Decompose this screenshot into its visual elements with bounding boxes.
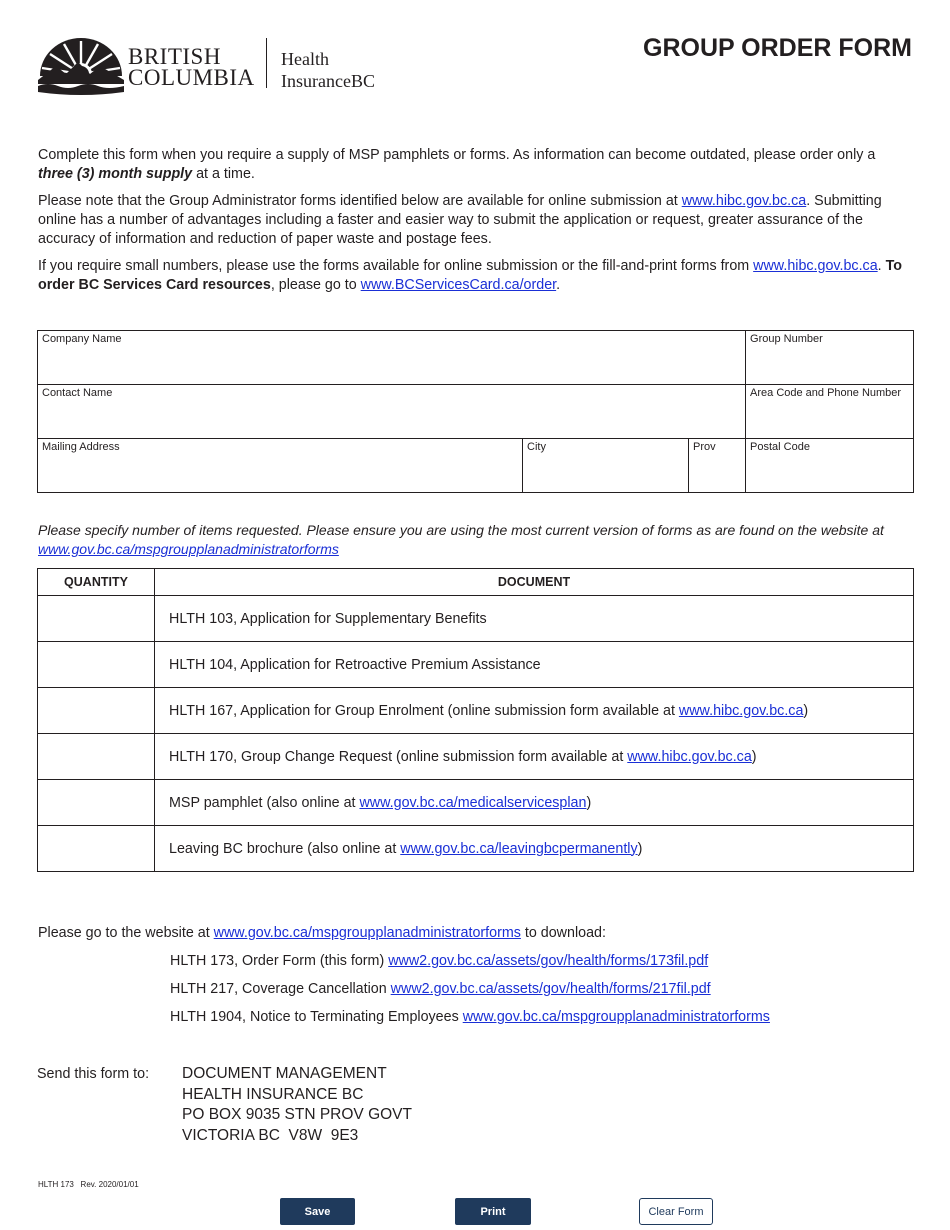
company-name-field[interactable] <box>38 331 746 385</box>
phone-field[interactable] <box>746 385 914 439</box>
intro-paragraph-3 <box>38 257 914 295</box>
company-name-label: Company Name <box>42 333 122 345</box>
document-column-header: DOCUMENT <box>155 569 914 596</box>
intro-p3-sep: . <box>877 258 886 274</box>
order-items-table <box>37 568 914 872</box>
list-item <box>170 980 770 1008</box>
postal-code-label: Postal Code <box>750 441 810 453</box>
download-link[interactable]: www.gov.bc.ca/mspgroupplanadministratorforms <box>462 1009 770 1025</box>
table-row <box>38 596 914 642</box>
quantity-input[interactable] <box>38 826 155 872</box>
table-row <box>38 688 914 734</box>
quantity-input[interactable] <box>38 780 155 826</box>
document-text: Leaving BC brochure (also online at <box>169 840 401 857</box>
downloads-forms-link[interactable]: www.gov.bc.ca/mspgroupplanadministratorforms <box>213 925 521 941</box>
address-line-1: DOCUMENT MANAGEMENT <box>182 1065 387 1082</box>
quantity-input[interactable] <box>38 734 155 780</box>
download-link[interactable]: www2.gov.bc.ca/assets/gov/health/forms/173fil.pdf <box>388 953 709 969</box>
clear-form-button[interactable]: Clear Form <box>639 1198 713 1225</box>
prov-field[interactable] <box>689 439 746 493</box>
mailing-address-field[interactable] <box>38 439 523 493</box>
document-cell <box>155 596 914 642</box>
bc-sun-logo <box>38 36 124 96</box>
logo-line-1: BRITISH <box>128 44 221 69</box>
document-text: HLTH 167, Application for Group Enrolment (online submission form available at <box>169 702 679 719</box>
contact-name-label: Contact Name <box>42 387 113 399</box>
document-text-end: ) <box>637 840 643 857</box>
bc-services-card-link[interactable]: www.BCServicesCard.ca/order <box>360 277 557 293</box>
intro-p3-text: If you require small numbers, please use the forms available for online submission or the fill-and-print forms from <box>38 258 754 274</box>
quantity-input[interactable] <box>38 642 155 688</box>
intro-p2-text: Please note that the Group Administrator forms identified below are available for online submission at <box>38 193 682 209</box>
document-cell <box>155 642 914 688</box>
print-button[interactable]: Print <box>455 1198 531 1225</box>
document-cell <box>155 688 914 734</box>
document-text: MSP pamphlet (also online at <box>169 794 360 811</box>
document-link[interactable]: www.gov.bc.ca/medicalservicesplan <box>359 794 587 811</box>
intro-text <box>38 146 914 303</box>
phone-label: Area Code and Phone Number <box>750 387 902 399</box>
items-instruction <box>38 521 908 559</box>
document-text: HLTH 170, Group Change Request (online submission form available at <box>169 748 628 765</box>
group-forms-link[interactable]: www.gov.bc.ca/mspgroupplanadministratorforms <box>38 541 339 557</box>
address-line-3: PO BOX 9035 STN PROV GOVT <box>182 1106 412 1123</box>
table-row <box>38 734 914 780</box>
prov-label: Prov <box>693 441 716 453</box>
table-row <box>38 780 914 826</box>
downloads-intro-text: Please go to the website at <box>38 925 214 941</box>
table-row <box>38 642 914 688</box>
document-text-end: ) <box>586 794 592 811</box>
contact-name-field[interactable] <box>38 385 746 439</box>
intro-p3-bold: To order BC Services Card resources <box>38 258 903 293</box>
logo-sub-line-1: Health <box>281 49 329 69</box>
send-to-label: Send this form to: <box>37 1066 150 1082</box>
list-item <box>170 952 770 980</box>
health-insurance-bc-wordmark <box>281 48 375 92</box>
quantity-column-header: QUANTITY <box>38 569 155 596</box>
mailing-address-label: Mailing Address <box>42 441 120 453</box>
hibc-link-2[interactable]: www.hibc.gov.bc.ca <box>753 258 878 274</box>
intro-paragraph-1 <box>38 146 914 184</box>
document-text: HLTH 103, Application for Supplementary Benefits <box>169 610 487 627</box>
download-text: HLTH 217, Coverage Cancellation <box>170 981 391 997</box>
british-columbia-wordmark <box>128 46 255 88</box>
document-text: HLTH 104, Application for Retroactive Premium Assistance <box>169 656 541 673</box>
quantity-input[interactable] <box>38 596 155 642</box>
address-line-4: VICTORIA BC V8W 9E3 <box>182 1126 359 1144</box>
postal-code-field[interactable] <box>746 439 914 493</box>
logo-sub-line-2: InsuranceBC <box>281 71 375 91</box>
downloads-list <box>170 952 770 1036</box>
contact-info-table <box>37 330 914 493</box>
form-revision-code: HLTH 173 Rev. 2020/01/01 <box>38 1180 139 1189</box>
address-line-2: HEALTH INSURANCE BC <box>182 1085 364 1103</box>
group-number-field[interactable] <box>746 331 914 385</box>
table-row <box>38 826 914 872</box>
mailing-address-block <box>182 1064 412 1146</box>
document-link[interactable]: www.gov.bc.ca/leavingbcpermanently <box>400 840 638 857</box>
document-text-end: ) <box>751 748 757 765</box>
downloads-intro-end: to download: <box>520 925 606 941</box>
document-cell <box>155 734 914 780</box>
city-field[interactable] <box>523 439 689 493</box>
document-cell <box>155 780 914 826</box>
list-item <box>170 1008 770 1036</box>
download-text: HLTH 1904, Notice to Terminating Employees <box>170 1009 463 1025</box>
page-title: GROUP ORDER FORM <box>643 34 912 62</box>
intro-p2-end: . Submitting online has a number of advantages including a faster and easier way to submit the application or request, greater assurance of the accuracy of information and reduction of paper waste and postage fees. <box>38 193 882 247</box>
city-label: City <box>527 441 546 453</box>
items-instruction-text: Please specify number of items requested. Please ensure you are using the most current version of forms as are found on the website at <box>38 522 884 538</box>
intro-p1-emphasis: three (3) month supply <box>38 166 193 182</box>
download-text: HLTH 173, Order Form (this form) <box>170 953 389 969</box>
document-link[interactable]: www.hibc.gov.bc.ca <box>678 702 804 719</box>
logo-line-2: COLUMBIA <box>128 65 255 90</box>
downloads-intro <box>38 924 606 943</box>
intro-p3-end: . <box>556 277 561 293</box>
document-link[interactable]: www.hibc.gov.bc.ca <box>627 748 752 765</box>
intro-p1-text: Complete this form when you require a supply of MSP pamphlets or forms. As information can become outdated, please order only a <box>38 147 876 163</box>
document-text-end: ) <box>803 702 809 719</box>
intro-paragraph-2 <box>38 192 914 249</box>
hibc-link[interactable]: www.hibc.gov.bc.ca <box>681 193 807 209</box>
quantity-input[interactable] <box>38 688 155 734</box>
download-link[interactable]: www2.gov.bc.ca/assets/gov/health/forms/217fil.pdf <box>390 981 711 997</box>
intro-p3-mid: , please go to <box>270 277 361 293</box>
group-number-label: Group Number <box>750 333 823 345</box>
intro-p1-end: at a time. <box>192 166 255 182</box>
logo-divider <box>266 38 267 88</box>
save-button[interactable]: Save <box>280 1198 355 1225</box>
document-cell <box>155 826 914 872</box>
